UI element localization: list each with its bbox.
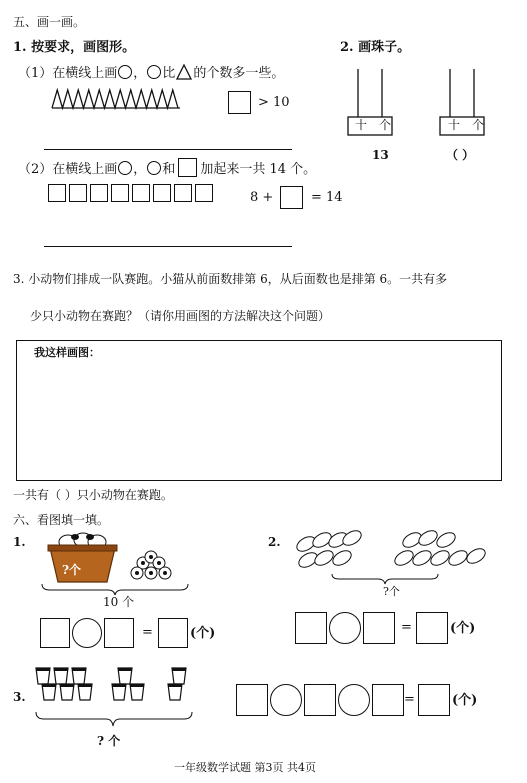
q1-part2-sep: ，	[133, 162, 147, 177]
q1-part1-compare: 比	[162, 66, 176, 81]
question-3-answer: 一共有（ ）只小动物在赛跑。	[13, 488, 173, 502]
square-icon	[90, 184, 108, 202]
circle-icon	[118, 65, 132, 79]
section-five-title: 五、画一画。	[13, 15, 86, 29]
answer-box[interactable]	[236, 684, 268, 716]
circle-icon	[118, 161, 132, 175]
eggplants-image	[290, 518, 500, 578]
square-icon	[48, 184, 66, 202]
equals-sign: =	[404, 692, 415, 707]
operator-circle[interactable]	[72, 618, 102, 648]
equation-left: 8 +	[250, 190, 274, 205]
answer-box[interactable]	[280, 186, 303, 209]
q1-part2-suffix: 加起来一共 14 个。	[200, 162, 317, 177]
answer-box[interactable]	[304, 684, 336, 716]
abacus-2-caption[interactable]: （ ）	[446, 148, 475, 162]
q1-part2-and: 和	[162, 162, 176, 177]
operator-circle[interactable]	[338, 684, 370, 716]
abacus-1-tens-label: 十	[355, 118, 368, 132]
answer-box[interactable]	[40, 618, 70, 648]
problem-1-number: 1.	[13, 535, 26, 549]
abacus-1-caption: 13	[372, 148, 389, 162]
answer-box[interactable]	[295, 612, 327, 644]
square-icon	[111, 184, 129, 202]
question-1-heading: 1. 按要求，画图形。	[13, 40, 136, 55]
answer-box[interactable]	[158, 618, 188, 648]
greater-than-ten: > 10	[258, 95, 290, 110]
equals-sign: =	[142, 625, 153, 640]
q1-part2-prefix: （2）在横线上画	[18, 162, 118, 177]
abacus-2-ones-label: 个	[472, 118, 485, 132]
problem-2-number: 2.	[268, 535, 281, 549]
square-icon	[195, 184, 213, 202]
abacus-1-ones-label: 个	[379, 118, 392, 132]
unit-label: (个)	[452, 693, 478, 708]
question-3-line-1: 3. 小动物们排成一队赛跑。小猫从前面数排第 6，从后面数也是排第 6。一共有多	[13, 272, 448, 286]
answer-box[interactable]	[363, 612, 395, 644]
drawing-line[interactable]	[44, 246, 292, 247]
cups-image	[32, 666, 196, 710]
answer-box[interactable]	[228, 91, 251, 114]
brace	[330, 572, 440, 586]
drawing-box-label: 我这样画图：	[34, 346, 100, 359]
equation-right: = 14	[311, 190, 343, 205]
answer-box[interactable]	[418, 684, 450, 716]
square-row	[48, 184, 218, 204]
circle-icon	[147, 65, 161, 79]
unit-label: (个)	[190, 626, 216, 641]
basket-label: ?个	[62, 563, 82, 577]
problem-3-number: 3.	[13, 690, 26, 704]
square-icon	[153, 184, 171, 202]
q1-part1-prefix: （1）在横线上画	[18, 66, 118, 81]
page-footer: 一年级数学试题 第3页 共4页	[174, 761, 316, 774]
answer-box[interactable]	[372, 684, 404, 716]
abacus-2-tens-label: 十	[448, 118, 461, 132]
question-3-line-2: 少只小动物在赛跑？（请你用画图的方法解决这个问题）	[30, 309, 331, 323]
square-icon	[178, 158, 197, 177]
unit-label: (个)	[450, 621, 476, 636]
equals-sign: =	[401, 620, 412, 635]
answer-box[interactable]	[416, 612, 448, 644]
q1-part1-sep: ，	[133, 66, 147, 81]
circle-icon	[147, 161, 161, 175]
drawing-line[interactable]	[44, 149, 292, 150]
q1-part2-instruction	[18, 158, 316, 178]
triangle-row	[50, 86, 182, 112]
operator-circle[interactable]	[270, 684, 302, 716]
question-2-heading: 2. 画珠子。	[340, 40, 411, 55]
section-six-title: 六、看图填一填。	[13, 513, 110, 527]
square-icon	[132, 184, 150, 202]
brace	[34, 710, 194, 728]
operator-circle[interactable]	[329, 612, 361, 644]
q1-part1-instruction	[18, 64, 284, 82]
problem-1-total: 10 个	[103, 595, 135, 609]
problem-2-total: ?个	[383, 585, 400, 598]
problem-3-total: ? 个	[97, 734, 121, 748]
square-icon	[69, 184, 87, 202]
answer-box[interactable]	[104, 618, 134, 648]
brace	[40, 582, 190, 596]
drawing-answer-box[interactable]	[16, 340, 502, 481]
triangle-icon	[176, 64, 192, 80]
square-icon	[174, 184, 192, 202]
q1-part1-suffix: 的个数多一些。	[193, 66, 285, 81]
